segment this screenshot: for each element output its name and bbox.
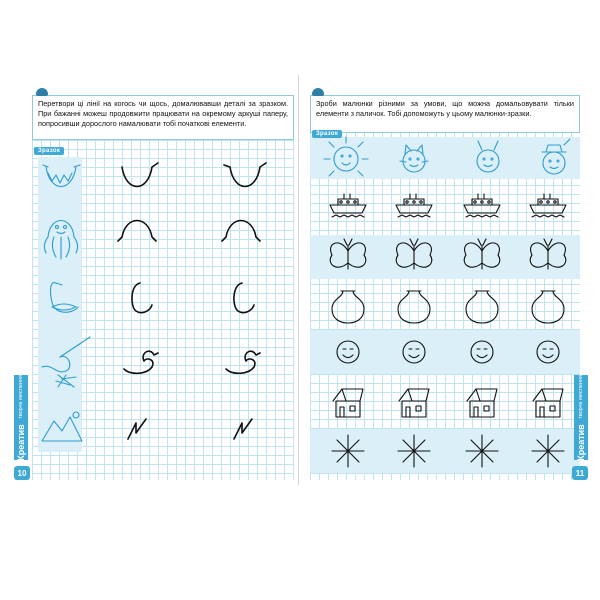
line-u-1 [122,163,158,187]
smiley-icon [403,341,425,363]
left-side-tab [14,375,28,460]
side-title: Креатив [16,423,26,461]
boat-icon [396,194,432,217]
swan-icon [51,283,79,313]
line-arch-2 [222,221,260,242]
snowflake-icon [332,435,364,467]
right-page [302,75,588,485]
line-zigzag-2 [234,419,252,439]
page-number: 11 [572,466,588,480]
butterfly-icon [330,239,366,269]
mountain-icon [42,412,82,441]
side-title: Креатив [576,423,586,461]
house-icon [399,389,429,417]
vase-icon [466,291,498,323]
left-page [12,75,299,485]
side-subtitle: творче мислення [18,374,24,419]
line-arch-1 [118,221,156,242]
left-drawings [12,75,298,485]
vase-icon [398,291,430,323]
line-hook-2 [234,283,254,313]
sample-u-shape-icon [43,165,80,187]
snowflake-icon [532,435,564,467]
jellyfish-icon [44,221,77,260]
right-drawings [302,75,588,485]
smiley-icon [537,341,559,363]
snowflake-icon [466,435,498,467]
vase-icon [332,291,364,323]
butterfly-icon [530,239,566,269]
house-icon [467,389,497,417]
sun-icon [324,137,368,176]
line-zigzag-1 [128,419,146,439]
face-hat-icon [542,139,570,174]
line-duck-1 [124,351,158,373]
vase-icon [532,291,564,323]
mascot-icon [36,88,48,96]
page-number: 10 [14,466,30,480]
line-hook-1 [132,283,152,313]
butterfly-icon [464,239,500,269]
mascot-icon [312,88,324,96]
heron-icon [42,337,90,387]
smiley-icon [337,341,359,363]
house-icon [533,389,563,417]
sample-badge: Зразок [312,130,342,138]
side-subtitle: творче мислення [578,374,584,419]
butterfly-icon [396,239,432,269]
line-u-2 [224,163,266,187]
sample-badge: Зразок [34,147,64,155]
right-instruction: Зроби малюнки різними за умови, що можна домальовувати тільки елементи з паличок. Тобі допоможуть у цьому малюнки-зразки. [310,95,580,133]
smiley-icon [471,341,493,363]
snowflake-icon [398,435,430,467]
left-instruction: Перетвори ці лінії на когось чи щось, домалювавши деталі за зразком. При бажанні можеш продовжити працювати на окремому аркуші паперу, попросивши дорослого намалювати тобі початкові елементи. [32,95,294,140]
boat-icon [464,194,500,217]
right-side-tab [574,375,588,460]
boat-icon [530,194,566,217]
cat-face-icon [400,145,428,172]
line-duck-2 [226,351,260,373]
house-icon [333,389,363,417]
boat-icon [330,194,366,217]
face-icon [477,141,499,172]
